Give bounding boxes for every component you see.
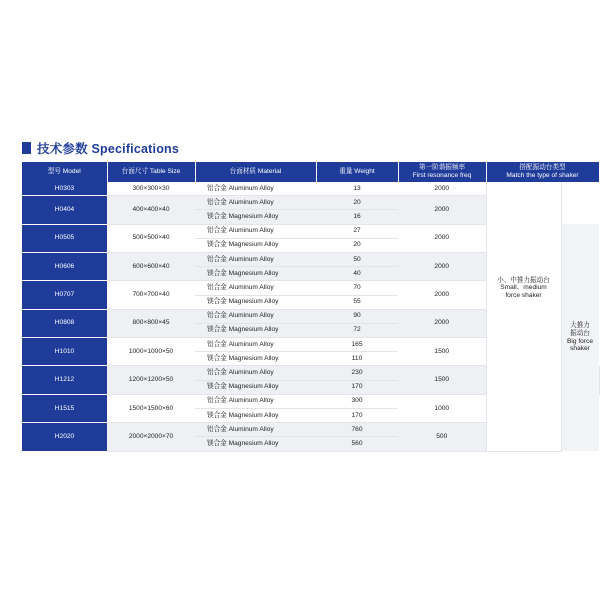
weight-cell: 40 <box>316 267 398 281</box>
section-heading <box>22 140 179 156</box>
material-cell: 铝合金 Aluminum Alloy <box>195 309 316 323</box>
header-weight: 重量 Weight <box>316 162 398 182</box>
size-cell: 300×300×30 <box>107 182 195 196</box>
weight-cell: 110 <box>316 352 398 366</box>
header-match-cn: 搭配振动台类型 <box>519 164 566 171</box>
weight-cell: 560 <box>316 437 398 451</box>
freq-cell: 500 <box>398 423 486 451</box>
weight-cell: 55 <box>316 295 398 309</box>
freq-cell: 1500 <box>398 338 486 366</box>
freq-cell: 2000 <box>398 196 486 224</box>
weight-cell: 13 <box>316 182 398 196</box>
material-cell: 镁合金 Magnesium Alloy <box>195 352 316 366</box>
model-cell: H0404 <box>22 196 107 224</box>
material-cell: 铝合金 Aluminum Alloy <box>195 338 316 352</box>
model-cell: H0707 <box>22 281 107 309</box>
match-small-blank <box>486 394 561 451</box>
material-cell: 铝合金 Aluminum Alloy <box>195 252 316 266</box>
weight-cell: 20 <box>316 238 398 252</box>
match-small-line2: Small、medium <box>500 284 547 292</box>
section-title: 技术参数 Specifications <box>37 142 180 156</box>
model-cell: H2020 <box>22 423 107 451</box>
material-cell: 镁合金 Magnesium Alloy <box>195 380 316 394</box>
model-cell: H0303 <box>22 182 107 196</box>
material-cell: 镁合金 Magnesium Alloy <box>195 210 316 224</box>
weight-cell: 170 <box>316 409 398 423</box>
header-model: 型号 Model <box>22 162 107 182</box>
match-big-line4: shaker <box>570 345 590 353</box>
model-cell: H1212 <box>22 366 107 394</box>
header-freq-en: First resonance freq <box>412 172 472 179</box>
material-cell: 铝合金 Aluminum Alloy <box>195 366 316 380</box>
match-big-line2: 振动台 <box>570 329 590 337</box>
header-match-en: Match the type of shaker <box>506 172 579 179</box>
match-small-line3: force shaker <box>505 291 542 299</box>
weight-cell: 300 <box>316 394 398 408</box>
size-cell: 2000×2000×70 <box>107 423 195 451</box>
weight-cell: 230 <box>316 366 398 380</box>
material-cell: 镁合金 Magnesium Alloy <box>195 437 316 451</box>
header-material: 台面材质 Material <box>195 162 316 182</box>
weight-cell: 70 <box>316 281 398 295</box>
size-cell: 1500×1500×60 <box>107 394 195 422</box>
material-cell: 铝合金 Aluminum Alloy <box>195 196 316 210</box>
header-freq-cn: 第一阶谐振频率 <box>418 164 466 171</box>
freq-cell: 2000 <box>398 182 486 196</box>
match-small-cell <box>486 182 561 394</box>
header-match <box>486 162 599 182</box>
weight-cell: 27 <box>316 224 398 238</box>
weight-cell: 50 <box>316 252 398 266</box>
match-big-blank <box>561 182 599 224</box>
model-cell: H0808 <box>22 309 107 337</box>
weight-cell: 16 <box>316 210 398 224</box>
freq-cell: 2000 <box>398 252 486 280</box>
material-cell: 镁合金 Magnesium Alloy <box>195 323 316 337</box>
freq-cell: 2000 <box>398 309 486 337</box>
material-cell: 镁合金 Magnesium Alloy <box>195 267 316 281</box>
material-cell: 镁合金 Magnesium Alloy <box>195 238 316 252</box>
model-cell: H0505 <box>22 224 107 252</box>
match-big-cell <box>561 224 599 451</box>
material-cell: 铝合金 Aluminum Alloy <box>195 182 316 196</box>
table-row <box>22 394 599 408</box>
size-cell: 500×500×40 <box>107 224 195 252</box>
freq-cell: 2000 <box>398 281 486 309</box>
weight-cell: 170 <box>316 380 398 394</box>
model-cell: H1515 <box>22 394 107 422</box>
size-cell: 1200×1200×50 <box>107 366 195 394</box>
freq-cell: 1000 <box>398 394 486 422</box>
material-cell: 镁合金 Magnesium Alloy <box>195 409 316 423</box>
table-row <box>22 182 599 196</box>
table-header-row <box>22 162 599 182</box>
specifications-table <box>22 162 599 452</box>
weight-cell: 760 <box>316 423 398 437</box>
size-cell: 700×700×40 <box>107 281 195 309</box>
size-cell: 600×600×40 <box>107 252 195 280</box>
model-cell: H1010 <box>22 338 107 366</box>
weight-cell: 90 <box>316 309 398 323</box>
size-cell: 400×400×40 <box>107 196 195 224</box>
weight-cell: 72 <box>316 323 398 337</box>
weight-cell: 20 <box>316 196 398 210</box>
size-cell: 1000×1000×50 <box>107 338 195 366</box>
freq-cell: 1500 <box>398 366 486 394</box>
material-cell: 镁合金 Magnesium Alloy <box>195 295 316 309</box>
material-cell: 铝合金 Aluminum Alloy <box>195 224 316 238</box>
model-cell: H0606 <box>22 252 107 280</box>
match-big-line3: Big force <box>566 337 594 345</box>
weight-cell: 165 <box>316 338 398 352</box>
material-cell: 铝合金 Aluminum Alloy <box>195 394 316 408</box>
header-freq <box>398 162 486 182</box>
match-small-line1: 小、中推力振动台 <box>497 276 550 284</box>
heading-square-icon <box>22 142 31 154</box>
header-size: 台面尺寸 Table Size <box>107 162 195 182</box>
size-cell: 800×800×45 <box>107 309 195 337</box>
material-cell: 铝合金 Aluminum Alloy <box>195 423 316 437</box>
freq-cell: 2000 <box>398 224 486 252</box>
material-cell: 铝合金 Aluminum Alloy <box>195 281 316 295</box>
match-big-line1: 大推力 <box>570 322 590 330</box>
